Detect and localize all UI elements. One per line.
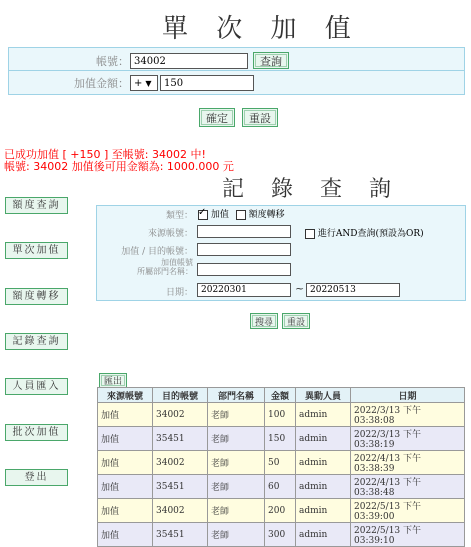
query-button[interactable] [253,52,289,69]
amount-label: 加值金額： [74,77,129,90]
type-recharge-checkbox[interactable] [198,210,208,220]
search-button-label: 搜尋 [252,315,276,327]
table-cell: 加值 [98,499,153,523]
table-cell: 老師 [208,403,265,427]
chevron-down-icon: ▼ [145,79,152,88]
table-cell: 35451 [153,475,208,499]
records-table [97,387,465,547]
table-cell: 34002 [153,403,208,427]
form-divider [9,70,464,71]
table-cell: 老師 [208,475,265,499]
table-cell: 35451 [153,427,208,451]
table-cell: 2022/4/13 下午 03:38:39 [351,451,465,475]
source-account-input[interactable] [197,225,291,238]
table-cell: 老師 [208,523,265,547]
table-cell: 200 [265,499,296,523]
sign-select-value: + [134,78,143,89]
col-date: 日期 [351,388,465,403]
col-source-account: 來源帳號 [98,388,153,403]
table-header-row [98,388,465,403]
confirm-button[interactable] [199,108,235,127]
records-reset-button[interactable] [282,313,310,329]
date-separator: ~ [295,282,305,295]
table-row [98,475,465,499]
col-amount: 金額 [265,388,296,403]
date-label: 日期： [165,288,193,298]
type-recharge-label: 加值 [210,210,229,220]
table-row [98,499,465,523]
account-label: 帳號： [96,55,129,68]
sidebar-item-single-recharge[interactable]: 單次加值 [5,242,68,259]
query-button-label: 查詢 [255,54,287,67]
search-button[interactable] [250,313,278,329]
date-from-input[interactable]: 20220301 [197,283,291,297]
table-cell: 老師 [208,451,265,475]
table-cell: 加值 [98,427,153,451]
export-button-label: 匯出 [101,375,125,386]
and-query-label: 進行AND查詢(預設為OR) [317,229,424,239]
records-form [96,205,466,301]
source-account-label: 來源帳號： [147,229,193,239]
table-row [98,523,465,547]
recharge-title: 單 次 加 值 [162,14,361,44]
sidebar-item-quota-query[interactable]: 額度查詢 [5,197,68,214]
col-target-account: 目的帳號 [153,388,208,403]
table-cell: 150 [265,427,296,451]
type-label: 類型： [165,211,193,221]
confirm-button-label: 確定 [201,110,233,125]
table-row [98,427,465,451]
table-cell: admin [296,499,351,523]
sidebar-item-quota-transfer[interactable]: 額度轉移 [5,288,68,305]
table-cell: 加值 [98,451,153,475]
table-cell: 加值 [98,523,153,547]
table-cell: admin [296,403,351,427]
balance-message: 帳號: 34002 加值後可用金額為: 1000.000 元 [4,160,234,173]
table-cell: 2022/3/13 下午 03:38:08 [351,403,465,427]
table-cell: 34002 [153,499,208,523]
table-cell: 50 [265,451,296,475]
type-transfer-label: 額度轉移 [248,210,285,220]
table-cell: 34002 [153,451,208,475]
sign-select[interactable] [130,75,158,91]
type-transfer-checkbox[interactable] [236,210,246,220]
amount-input[interactable]: 150 [160,75,254,91]
table-cell: 2022/3/13 下午 03:38:19 [351,427,465,451]
records-title: 記 錄 查 詢 [222,177,401,202]
col-operator: 異動人員 [296,388,351,403]
table-cell: admin [296,523,351,547]
type-options [198,207,285,220]
table-cell: 2022/5/13 下午 03:39:00 [351,499,465,523]
sidebar-item-staff-import[interactable]: 人員匯入 [5,378,68,395]
table-cell: 300 [265,523,296,547]
sidebar-item-batch-recharge[interactable]: 批次加值 [5,424,68,441]
target-account-label: 加值 / 目的帳號： [121,247,193,257]
table-cell: admin [296,475,351,499]
account-input[interactable]: 34002 [130,53,248,69]
table-cell: 60 [265,475,296,499]
table-row [98,403,465,427]
export-button[interactable] [99,373,127,388]
sidebar-item-record-query[interactable]: 記錄查詢 [5,333,68,350]
success-message: 已成功加值 [ +150 ] 至帳號: 34002 中! [4,148,206,161]
recharge-form [8,47,465,95]
col-dept-name: 部門名稱 [208,388,265,403]
table-cell: admin [296,427,351,451]
reset-button-label: 重設 [244,110,276,125]
records-reset-button-label: 重設 [284,315,308,327]
target-account-input[interactable] [197,243,291,256]
and-query-checkbox[interactable] [305,229,315,239]
table-cell: 老師 [208,427,265,451]
dept-label-line1: 加值帳號 [161,258,193,267]
table-cell: 2022/4/13 下午 03:38:48 [351,475,465,499]
dept-label-line2: 所屬部門名稱： [137,267,193,276]
table-cell: 2022/5/13 下午 03:39:10 [351,523,465,547]
table-cell: admin [296,451,351,475]
table-cell: 35451 [153,523,208,547]
sidebar-item-logout[interactable]: 登出 [5,469,68,486]
dept-label [97,258,193,276]
and-query-option [305,226,424,239]
table-row [98,451,465,475]
date-to-input[interactable]: 20220513 [306,283,400,297]
reset-button[interactable] [242,108,278,127]
table-cell: 老師 [208,499,265,523]
table-cell: 加值 [98,403,153,427]
dept-name-input[interactable] [197,263,291,276]
table-cell: 100 [265,403,296,427]
table-cell: 加值 [98,475,153,499]
